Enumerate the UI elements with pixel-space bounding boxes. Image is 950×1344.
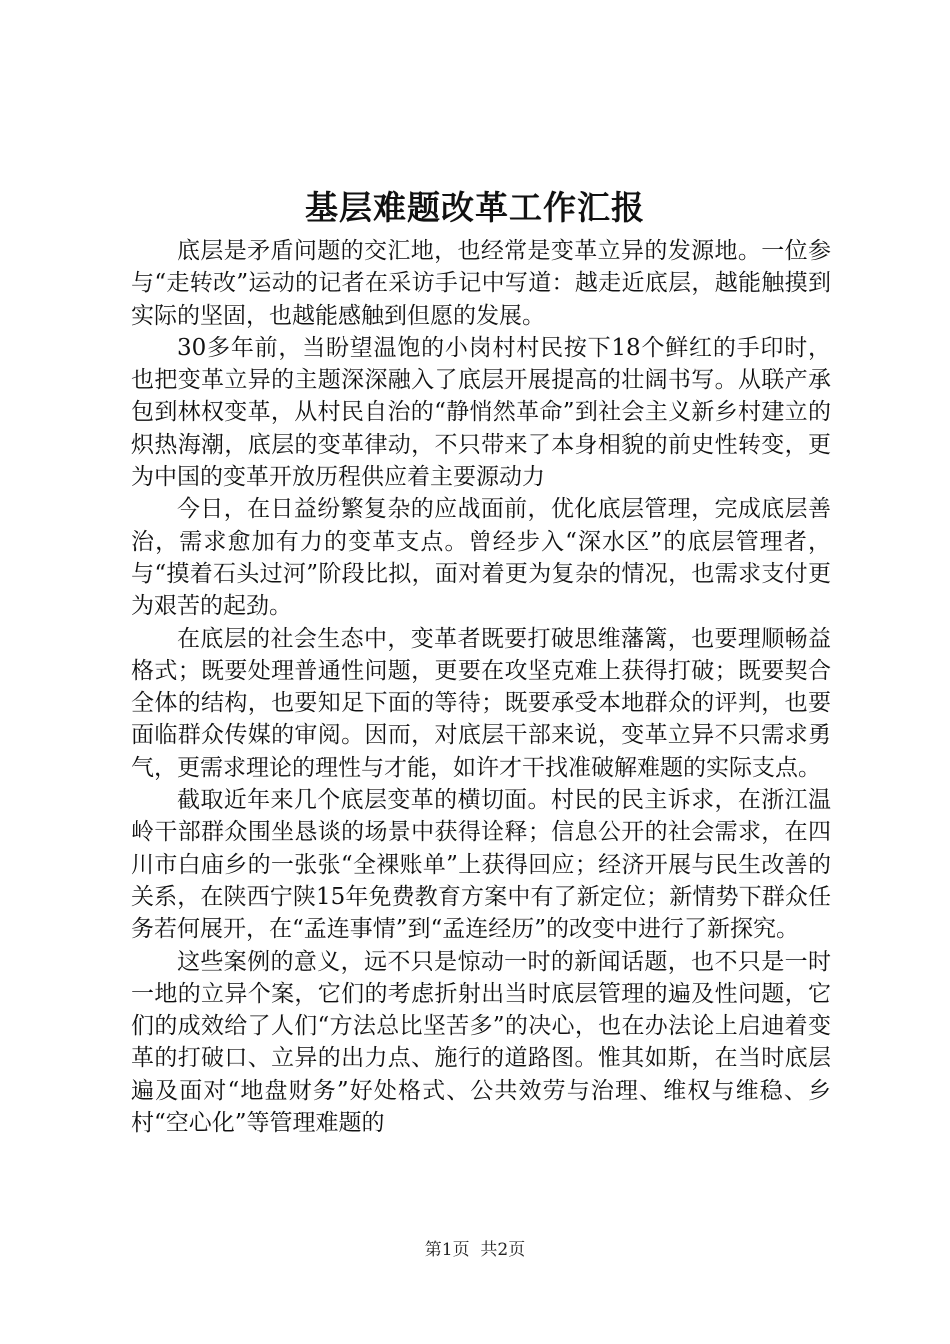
page-footer bbox=[0, 1238, 950, 1262]
paragraph: 这些案例的意义，远不只是惊动一时的新闻话题，也不只是一时一地的立异个案，它们的考虑折射出当时底层管理的遍及性问题，它们的成效给了人们“方法总比坚苦多”的决心，也在办法论上启迪着变革的打破口、立异的出力点、施行的道路图。惟其如斯，在当时底层遍及面对“地盘财务”好处格式、公共效劳与治理、维权与维稳、乡村“空心化”等管理难题的 bbox=[131, 948, 831, 1137]
paragraph: 30多年前，当盼望温饱的小岗村村民按下18个鲜红的手印时，也把变革立异的主题深深融入了底层开展提高的壮阔书写。从联产承包到林权变革，从村民自治的“静悄然革命”到社会主义新乡村建立的炽热海潮，底层的变革律动，不只带来了本身相貌的前史性转变，更为中国的变革开放历程供应着主要源动力 bbox=[131, 334, 831, 491]
page-total: 共2页 bbox=[480, 1240, 526, 1260]
paragraph: 底层是矛盾问题的交汇地，也经常是变革立异的发源地。一位参与“走转改”运动的记者在采访手记中写道：越走近底层，越能触摸到实际的坚固，也越能感触到但愿的发展。 bbox=[131, 238, 831, 329]
paragraph: 在底层的社会生态中，变革者既要打破思维藩篱，也要理顺畅益格式；既要处理普通性问题，更要在攻坚克难上获得打破；既要契合全体的结构，也要知足下面的等待；既要承受本地群众的评判，也要面临群众传媒的审阅。因而，对底层干部来说，变革立异不只需求勇气，更需求理论的理性与才能，如许才干找准破解难题的实际支点。 bbox=[131, 625, 831, 781]
paragraph: 截取近年来几个底层变革的横切面。村民的民主诉求，在浙江温岭干部群众围坐恳谈的场景中获得诠释；信息公开的社会需求，在四川市白庙乡的一张张“全裸账单”上获得回应；经济开展与民生改善的关系，在陕西宁陕15年免费教育方案中有了新定位；新情势下群众任务若何展开，在“孟连事情”到“孟连经历”的改变中进行了新探究。 bbox=[131, 787, 831, 943]
page-number: 第1页 bbox=[424, 1240, 470, 1260]
paragraph: 今日，在日益纷繁复杂的应战面前，优化底层管理，完成底层善治，需求愈加有力的变革支点。曾经步入“深水区”的底层管理者，与“摸着石头过河”阶段比拟，面对着更为复杂的情况，也需求支付更为艰苦的起劲。 bbox=[131, 496, 831, 620]
document-title: 基层难题改革工作汇报 bbox=[305, 188, 645, 227]
document-body bbox=[131, 235, 831, 1139]
